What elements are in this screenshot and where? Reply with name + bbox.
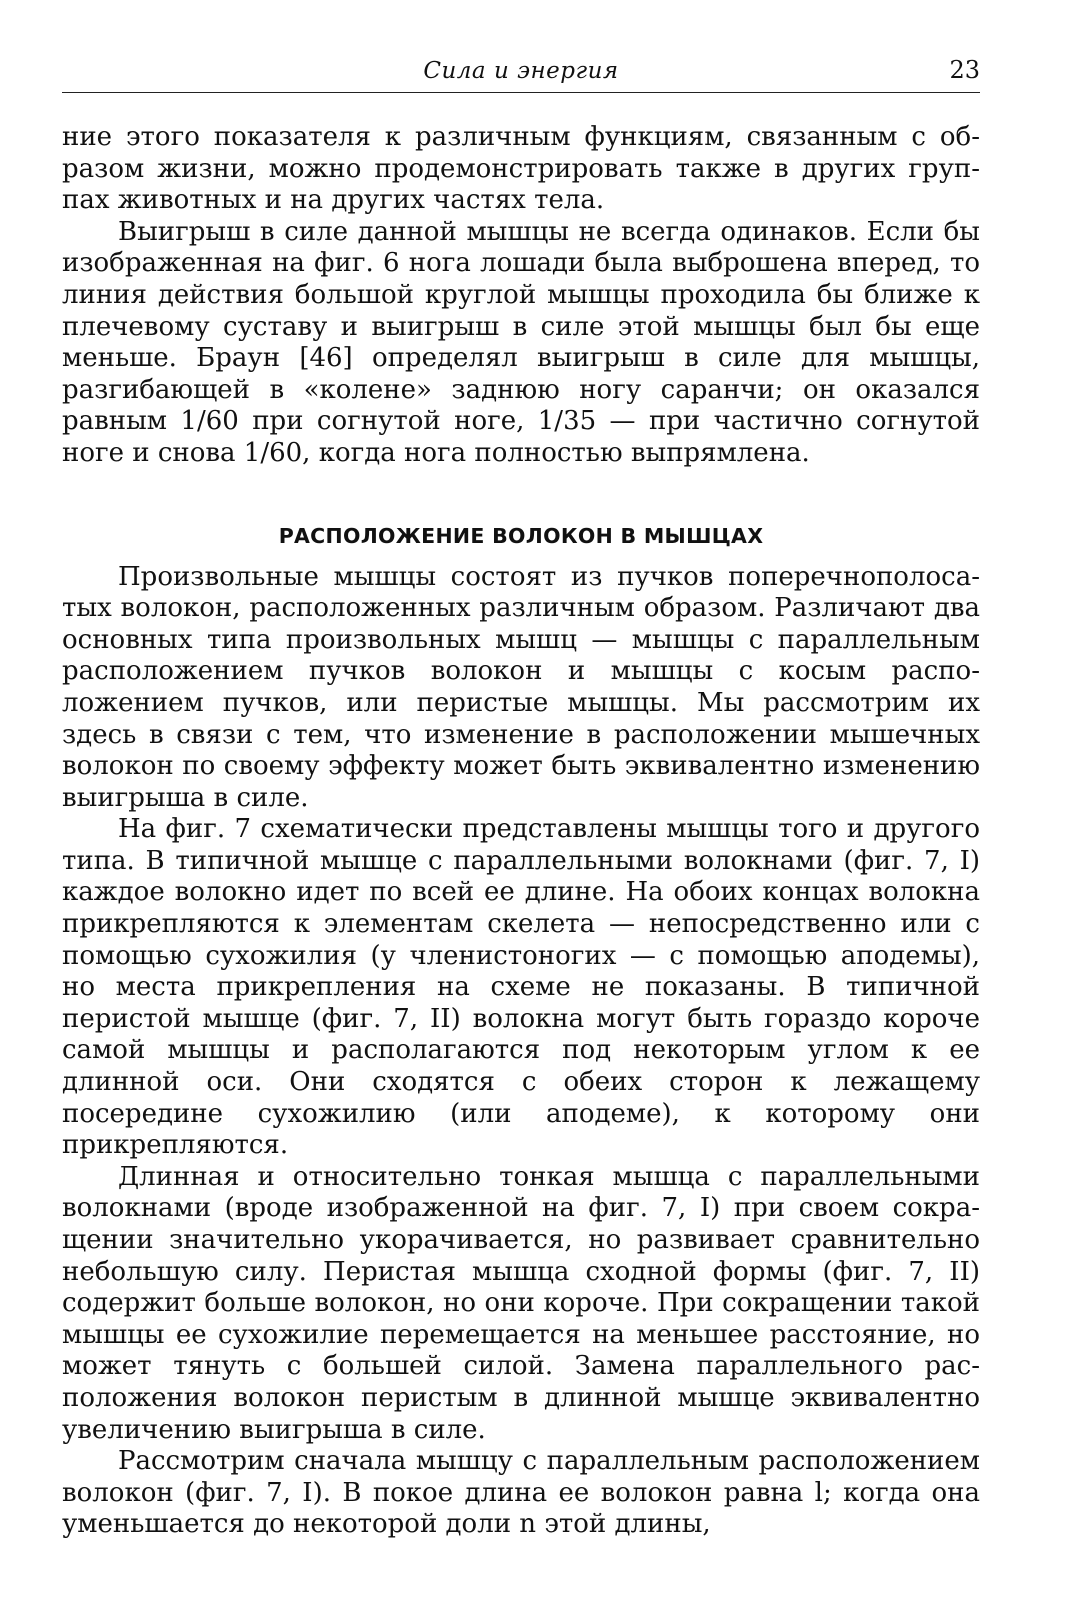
paragraph: Выигрыш в силе данной мышцы не всегда одинаков. Если бы изображенная на фиг. 6 нога лошади была выброшена вперед, то линия действия большой круглой мышцы проходила бы ближе к плечевому суставу и выигрыш в силе этой мышцы был бы еще меньше. Браун [46] определял выигрыш в силе для мышцы, разгибающей в «колене» заднюю ногу саранчи; он оказался равным 1/60 при согнутой ноге, 1/35 — при частично согнутой ноге и снова 1/60, когда нога полностью выпрямлена.	[62, 216, 980, 468]
paragraph: Произвольные мышцы состоят из пучков поперечнополосатых волокон, расположенных различным образом. Различают два основных типа произвольных мышц — мышцы с параллельным расположением пучков волокон и мышцы с косым расположением пучков, или перистые мышцы. Мы рассмотрим их здесь в связи с тем, что изменение в расположении мышечных волокон по своему эффекту может быть эквивалентно изменению выигрыша в силе.	[62, 561, 980, 813]
paragraph: На фиг. 7 схематически представлены мышцы того и другого типа. В типичной мышце с параллельными волокнами (фиг. 7, I) каждое волокно идет по всей ее длине. На обоих концах волокна прикрепляются к элементам скелета — непосредственно или с помощью сухожилия (у членистоногих — с помощью аподемы), но места прикрепления на схеме не показаны. В типичной перистой мышце (фиг. 7, II) волокна могут быть гораздо короче самой мышцы и располагаются под некоторым углом к ее длинной оси. Они сходятся с обеих сторон к лежащему посередине сухожилию (или аподеме), к которому они прикрепляются.	[62, 814, 980, 1161]
paragraph: ние этого показателя к различным функциям, связанным с образом жизни, можно продемонстрировать также в других группах животных и на других частях тела.	[62, 122, 980, 216]
running-title: Сила и энергия	[423, 58, 619, 84]
running-header	[62, 50, 980, 93]
paragraph: Длинная и относительно тонкая мышца с параллельными волокнами (вроде изображенной на фиг. 7, I) при своем сокращении значительно укорачивается, но развивает сравнительно небольшую силу. Перистая мышца сходной формы (фиг. 7, II) содержит больше волокон, но они короче. При сокращении такой мышцы ее сухожилие перемещается на меньшее расстояние, но может тянуть с большей силой. Замена параллельного расположения волокон перистым в длинной мышце эквивалентно увеличению выигрыша в силе.	[62, 1161, 980, 1445]
page-number: 23	[949, 56, 980, 84]
book-page	[62, 50, 980, 1570]
paragraph: Рассмотрим сначала мышцу с параллельным расположением волокон (фиг. 7, I). В покое длина ее волокон равна l; когда она уменьшается до некоторой доли n этой длины,	[62, 1446, 980, 1540]
section-heading: РАСПОЛОЖЕНИЕ ВОЛОКОН В МЫШЦАХ	[278, 523, 764, 548]
body-text	[62, 122, 980, 1541]
